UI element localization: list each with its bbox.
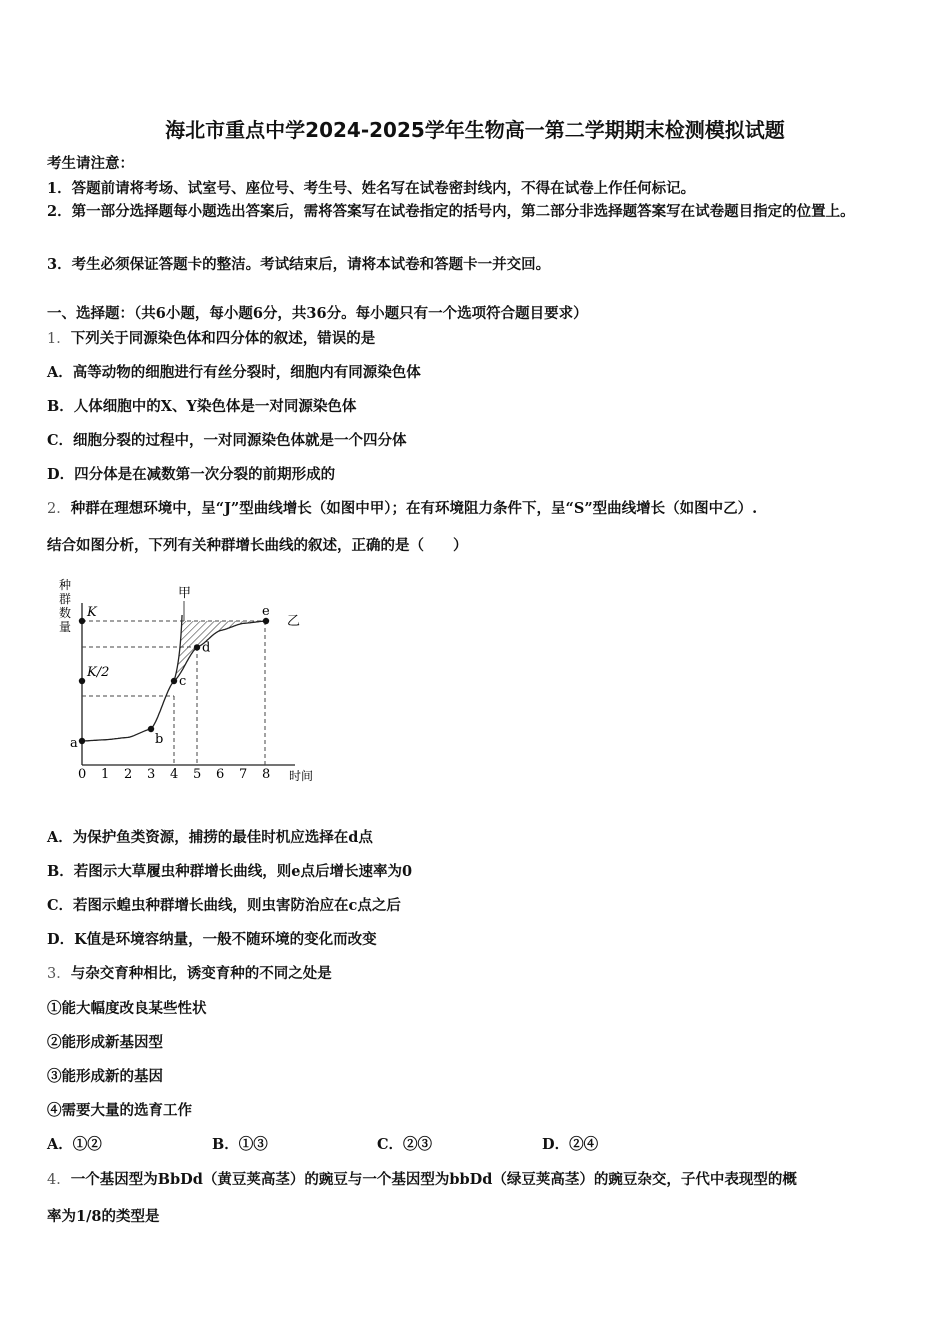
point-label-b: b [155, 732, 164, 747]
stem-text: 一个基因型为BbDd（黄豆荚高茎）的豌豆与一个基因型为bbDd（绿豆荚高茎）的豌豆杂交，子代中表现型的概 [70, 1171, 797, 1188]
q2-option-a: A．为保护鱼类资源，捕捞的最佳时机应选择在d点 [47, 829, 373, 846]
question-1-stem [47, 327, 375, 348]
point-label-e: e [262, 604, 270, 619]
stem-text: 与杂交育种相比，诱变育种的不同之处是 [70, 965, 332, 982]
q1-option-c: C．细胞分裂的过程中，一对同源染色体就是一个四分体 [47, 432, 407, 449]
k-axis-dot [79, 618, 85, 624]
point-d [194, 644, 200, 650]
q2-option-b: B．若图示大草履虫种群增长曲线，则e点后增长速率为0 [47, 863, 413, 880]
q1-option-b: B．人体细胞中的X、Y染色体是一对同源染色体 [47, 398, 357, 415]
series-label-jia: 甲 [178, 586, 192, 601]
population-growth-chart [55, 575, 330, 790]
section-heading: 一、选择题：（共6小题，每小题6分，共36分。每小题只有一个选项符合题目要求） [47, 305, 588, 322]
question-4-stem-cont: 率为1/8的类型是 [47, 1208, 160, 1225]
point-c [171, 678, 177, 684]
x-tick-1: 1 [101, 767, 110, 782]
y-marker-k: K [87, 605, 97, 620]
y-label-char: 量 [59, 620, 72, 634]
x-tick-0: 0 [78, 767, 87, 782]
notice-item-3: 3．考生必须保证答题卡的整洁。考试结束后，请将本试卷和答题卡一并交回。 [47, 256, 551, 273]
point-b [148, 726, 154, 732]
notice-item-1: 1．答题前请将考场、试室号、座位号、考生号、姓名写在试卷密封线内，不得在试卷上作任何标记。 [47, 180, 696, 197]
series-label-yi: 乙 [287, 614, 301, 629]
q3-option-b: B．①③ [212, 1136, 268, 1153]
point-label-a: a [70, 736, 78, 751]
q3-item-4: ④需要大量的选育工作 [47, 1102, 192, 1119]
question-2-stem-cont: 结合如图分析，下列有关种群增长曲线的叙述，正确的是（ ） [47, 537, 468, 554]
question-number: 4． [47, 1172, 71, 1188]
q3-item-3: ③能形成新的基因 [47, 1068, 163, 1085]
notice-heading: 考生请注意： [47, 155, 134, 172]
q3-item-1: ①能大幅度改良某些性状 [47, 1000, 207, 1017]
question-4-stem [47, 1168, 797, 1189]
x-tick-4: 4 [170, 767, 179, 782]
x-tick-3: 3 [147, 767, 156, 782]
point-label-c: c [179, 674, 187, 689]
q3-option-d: D．②④ [542, 1136, 599, 1153]
y-axis-label [59, 578, 71, 634]
stem-text: 种群在理想环境中，呈“J”型曲线增长（如图中甲）；在有环境阻力条件下，呈“S”型曲线增长（如图中乙）. [70, 500, 758, 517]
question-number: 1． [47, 331, 71, 347]
q2-option-c: C．若图示蝗虫种群增长曲线，则虫害防治应在c点之后 [47, 897, 401, 914]
x-tick-5: 5 [193, 767, 202, 782]
q3-item-2: ②能形成新基因型 [47, 1034, 163, 1051]
y-label-char: 群 [59, 592, 72, 606]
stem-text: 下列关于同源染色体和四分体的叙述，错误的是 [70, 330, 376, 347]
q1-option-d: D．四分体是在减数第一次分裂的前期形成的 [47, 466, 336, 483]
x-axis-label: 时间 [289, 769, 314, 783]
q2-option-d: D．K值是环境容纳量，一般不随环境的变化而改变 [47, 931, 377, 948]
x-tick-8: 8 [262, 767, 271, 782]
page-title: 海北市重点中学2024-2025学年生物高一第二学期期末检测模拟试题 [165, 118, 785, 142]
question-number: 2． [47, 501, 71, 517]
point-label-d: d [202, 640, 211, 656]
x-tick-7: 7 [239, 767, 248, 782]
notice-item-2: 2．第一部分选择题每小题选出答案后，需将答案写在试卷指定的括号内，第二部分非选择题答案写在试卷题目指定的位置上。 [47, 203, 855, 220]
question-3-stem [47, 962, 332, 983]
y-label-char: 种 [59, 578, 72, 592]
point-a [79, 738, 85, 744]
q3-option-c: C．②③ [377, 1136, 433, 1153]
q3-option-a: A．①② [47, 1136, 102, 1153]
x-tick-2: 2 [124, 767, 133, 782]
half-k-axis-dot [79, 678, 85, 684]
x-tick-6: 6 [216, 767, 225, 782]
y-marker-half-k: K/2 [87, 665, 110, 680]
question-2-stem [47, 497, 757, 518]
q1-option-a: A．高等动物的细胞进行有丝分裂时，细胞内有同源染色体 [47, 364, 421, 381]
question-number: 3． [47, 966, 71, 982]
y-label-char: 数 [59, 606, 72, 620]
